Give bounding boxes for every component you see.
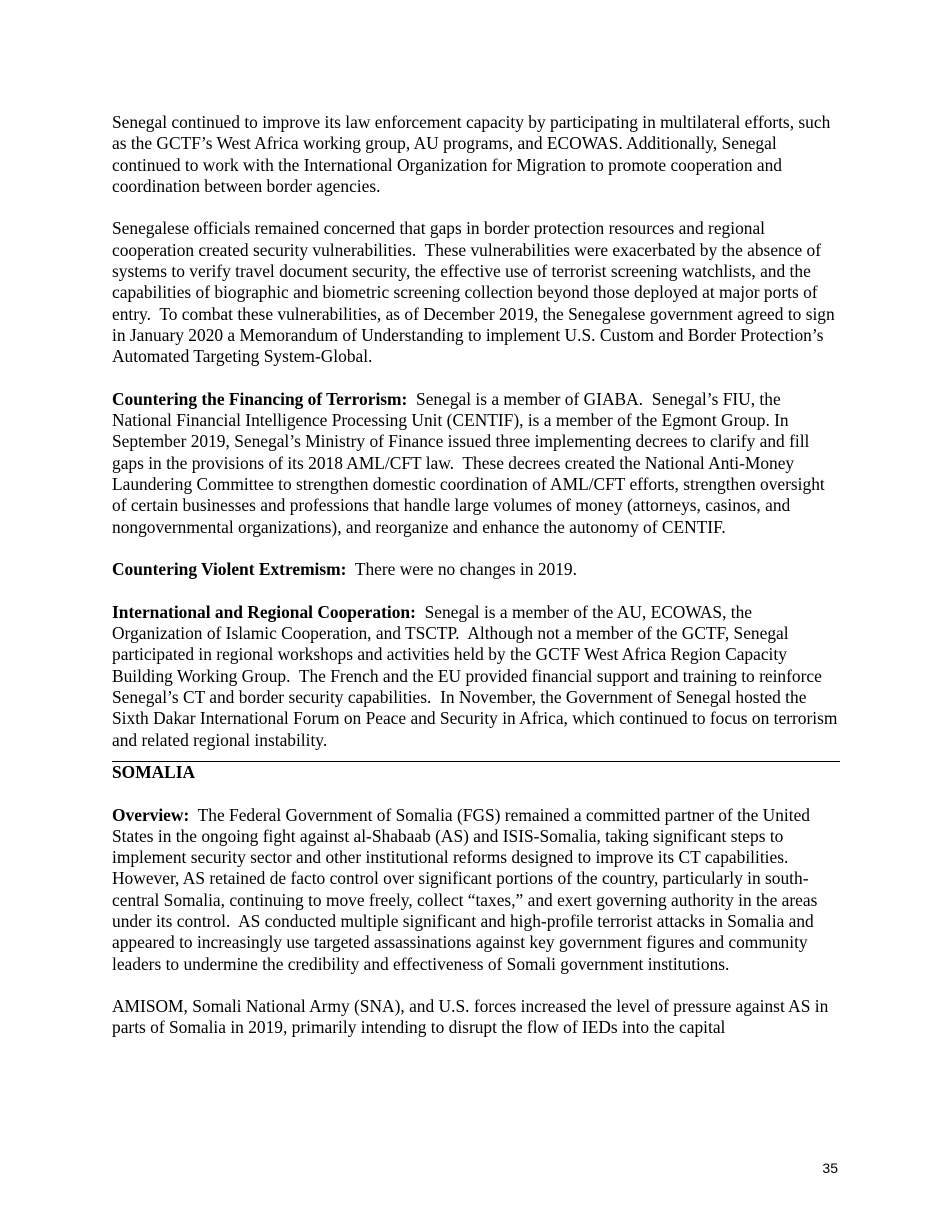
paragraph-lead: Countering the Financing of Terrorism: [112, 388, 408, 409]
paragraph-countering-violent-extremism [112, 559, 840, 580]
paragraph-text: There were no changes in 2019. [346, 559, 577, 580]
paragraph-senegal-law-enforcement [112, 112, 840, 197]
paragraph-text: The Federal Government of Somalia (FGS) remained a committed partner of the United States in the ongoing fight against al-Shabaab (AS) and ISIS-Somalia, taking significant steps to implement security sector and other institutional reforms designed to improve its CT capabilities. However, AS retained de facto control over significant portions of the country, particularly in south-central Somalia, continuing to move freely, collect “taxes,” and exert governing authority in the areas under its control. AS conducted multiple significant and high-profile terrorist attacks in Somalia and appeared to increasingly use targeted assassinations against key government figures and community leaders to undermine the credibility and effectiveness of Somali government institutions. [112, 804, 818, 974]
paragraph-lead: Overview: [112, 804, 190, 825]
paragraph-senegal-border-concerns [112, 218, 840, 367]
paragraph-text: Senegal continued to improve its law enforcement capacity by participating in multilateral efforts, such as the GCTF’s West Africa working group, AU programs, and ECOWAS. Additionally, Senegal continued to work with the International Organization for Migration to promote cooperation and coordination between border agencies. [112, 112, 831, 196]
paragraph-somalia-overview [112, 805, 840, 975]
paragraph-text: Senegalese officials remained concerned that gaps in border protection resources and regional cooperation created security vulnerabilities. These vulnerabilities were exacerbated by the absence of systems to verify travel document security, the effective use of terrorist screening watchlists, and the capabilities of biographic and biometric screening collection beyond those deployed at major ports of entry. To combat these vulnerabilities, as of December 2019, the Senegalese government agreed to sign in January 2020 a Memorandum of Understanding to implement U.S. Custom and Border Protection’s Automated Targeting System-Global. [112, 218, 835, 367]
paragraph-countering-financing [112, 389, 840, 538]
paragraph-text: AMISOM, Somali National Army (SNA), and U.S. forces increased the level of pressure against AS in parts of Somalia in 2019, primarily intending to disrupt the flow of IEDs into the capital [112, 996, 829, 1038]
section-title: SOMALIA [112, 761, 196, 782]
paragraph-text: Senegal is a member of the AU, ECOWAS, the Organization of Islamic Cooperation, and TSCTP. Although not a member of the GCTF, Senegal participated in regional workshops and activities held by the GCTF West Africa Region Capacity Building Working Group. The French and the EU provided financial support and training to reinforce Senegal’s CT and border security capabilities. In November, the Government of Senegal hosted the Sixth Dakar International Forum on Peace and Security in Africa, which continued to focus on terrorism and related regional instability. [112, 601, 838, 750]
paragraph-somalia-amisom [112, 996, 840, 1039]
document-page [112, 112, 840, 1060]
paragraph-lead: Countering Violent Extremism: [112, 559, 347, 580]
paragraph-text: Senegal is a member of GIABA. Senegal’s FIU, the National Financial Intelligence Processing Unit (CENTIF), is a member of the Egmont Group. In September 2019, Senegal’s Ministry of Finance issued three implementing decrees to clarify and fill gaps in the provisions of its 2018 AML/CFT law. These decrees created the National Anti-Money Laundering Committee to strengthen domestic coordination of AML/CFT efforts, strengthen oversight of certain businesses and professions that handle large volumes of money (attorneys, casinos, and nongovernmental organizations), and reorganize and enhance the autonomy of CENTIF. [112, 388, 825, 537]
paragraph-lead: International and Regional Cooperation: [112, 601, 416, 622]
paragraph-international-cooperation [112, 602, 840, 751]
page-number: 35 [822, 1160, 838, 1176]
